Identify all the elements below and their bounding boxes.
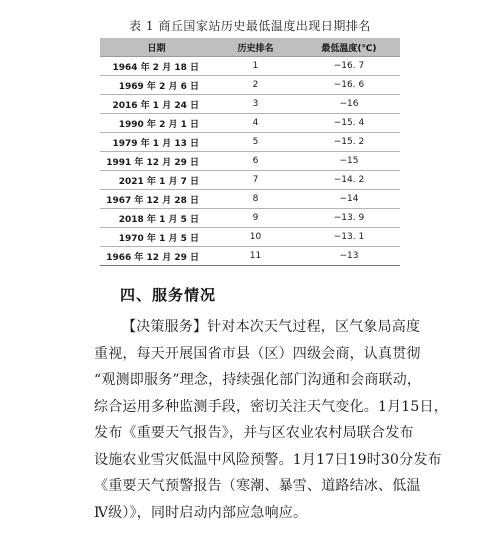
table-row — [100, 247, 400, 266]
cell-temp: −16. 7 — [298, 57, 400, 76]
cell-rank: 5 — [213, 133, 298, 152]
cell-rank: 10 — [213, 228, 298, 247]
cell-temp: −16 — [298, 95, 400, 114]
cell-rank: 4 — [213, 114, 298, 133]
table-row — [100, 228, 400, 247]
table-row — [100, 95, 400, 114]
cell-date: 1990 年 2 月 1 日 — [100, 114, 213, 133]
paragraph-line: Ⅳ级）》，同时启动内部应急响应。 — [94, 504, 308, 521]
table-header-row — [100, 38, 400, 57]
cell-date: 1967 年 12 月 28 日 — [100, 190, 213, 209]
table-row — [100, 133, 400, 152]
cell-rank: 1 — [213, 57, 298, 76]
cell-date: 2021 年 1 月 7 日 — [100, 171, 213, 190]
temperature-ranking-table — [100, 38, 400, 266]
cell-date: 2016 年 1 月 24 日 — [100, 95, 213, 114]
header-rank: 历史排名 — [213, 38, 298, 57]
cell-temp: −16. 6 — [298, 76, 400, 95]
cell-rank: 3 — [213, 95, 298, 114]
cell-rank: 9 — [213, 209, 298, 228]
paragraph-line: 综合运用多种监测手段，密切关注天气变化。1月15日， — [94, 398, 448, 415]
cell-temp: −14 — [298, 190, 400, 209]
table-row — [100, 190, 400, 209]
cell-temp: −15. 4 — [298, 114, 400, 133]
cell-date: 1991 年 12 月 29 日 — [100, 152, 213, 171]
cell-temp: −13 — [298, 247, 400, 266]
cell-rank: 11 — [213, 247, 298, 266]
cell-temp: −15 — [298, 152, 400, 171]
cell-temp: −13. 1 — [298, 228, 400, 247]
header-date: 日期 — [100, 38, 213, 57]
cell-date: 2018 年 1 月 5 日 — [100, 209, 213, 228]
cell-temp: −15. 2 — [298, 133, 400, 152]
cell-rank: 8 — [213, 190, 298, 209]
cell-date: 1970 年 1 月 5 日 — [100, 228, 213, 247]
cell-rank: 6 — [213, 152, 298, 171]
paragraph-line: 发布《重要天气报告》，并与区农业农村局联合发布 — [94, 425, 414, 441]
cell-rank: 7 — [213, 171, 298, 190]
table-row — [100, 152, 400, 171]
table-row — [100, 171, 400, 190]
cell-date: 1966 年 12 月 29 日 — [100, 247, 213, 266]
cell-temp: −14. 2 — [298, 171, 400, 190]
cell-temp: −13. 9 — [298, 209, 400, 228]
service-paragraph — [94, 314, 446, 526]
section-heading: 四、服务情况 — [120, 286, 217, 304]
paragraph-line: 设施农业雪灾低温中风险预警。1月17日19时30分发布 — [94, 451, 442, 468]
table-row — [100, 76, 400, 95]
cell-date: 1969 年 2 月 6 日 — [100, 76, 213, 95]
header-min-temp: 最低温度(℃) — [298, 38, 400, 57]
cell-rank: 2 — [213, 76, 298, 95]
paragraph-line: 《重要天气预警报告（寒潮、暴雪、道路结冰、低温 — [94, 478, 421, 494]
cell-date: 1979 年 1 月 13 日 — [100, 133, 213, 152]
table-row — [100, 114, 400, 133]
paragraph-line: “观测即服务”理念，持续强化部门沟通和会商联动， — [94, 372, 422, 388]
cell-date: 1964 年 2 月 18 日 — [100, 57, 213, 76]
table-row — [100, 57, 400, 76]
table-row — [100, 209, 400, 228]
table-caption: 表 1 商丘国家站历史最低温度出现日期排名 — [129, 19, 371, 33]
paragraph-line: 重视，每天开展国省市县（区）四级会商，认真贯彻 — [94, 345, 421, 362]
paragraph-line: 【决策服务】针对本次天气过程，区气象局高度 — [122, 319, 421, 335]
